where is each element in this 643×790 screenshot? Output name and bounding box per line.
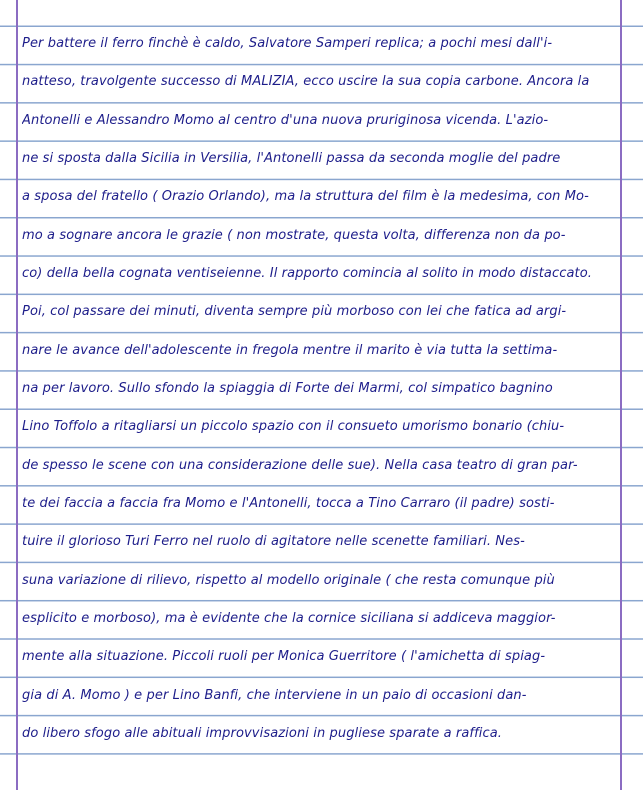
text-line: a sposa del fratello ( Orazio Orlando), ma la struttura del film è la medesima, con Mo-: [22, 189, 589, 204]
left-margin-line: [16, 0, 18, 790]
text-line: tuire il glorioso Turi Ferro nel ruolo di agitatore nelle scenette familiari. Nes-: [22, 534, 525, 549]
text-line: nare le avance dell'adolescente in fregola mentre il marito è via tutta la settima-: [22, 343, 558, 358]
text-line: do libero sfogo alle abituali improvvisazioni in pugliese sparate a raffica.: [22, 726, 503, 741]
text-line: co) della bella cognata ventiseienne. Il rapporto comincia al solito in modo distaccato.: [22, 266, 593, 281]
right-margin-line: [620, 0, 622, 790]
text-line: mente alla situazione. Piccoli ruoli per Monica Guerritore ( l'amichetta di spiag-: [22, 649, 546, 664]
text-line: te dei faccia a faccia fra Momo e l'Antonelli, tocca a Tino Carraro (il padre) sosti-: [22, 496, 555, 511]
text-line: Per battere il ferro finchè è caldo, Salvatore Samperi replica; a pochi mesi dall'i-: [22, 36, 553, 51]
text-line: ne si sposta dalla Sicilia in Versilia, l'Antonelli passa da seconda moglie del padre: [22, 151, 561, 166]
text-line: Poi, col passare dei minuti, diventa sempre più morboso con lei che fatica ad argi-: [22, 304, 567, 319]
text-line: gia di A. Momo ) e per Lino Banfi, che interviene in un paio di occasioni dan-: [22, 688, 527, 703]
text-line: de spesso le scene con una considerazione delle sue). Nella casa teatro di gran par-: [22, 458, 578, 473]
text-line: natteso, travolgente successo di MALIZIA, ecco uscire la sua copia carbone. Ancora la: [22, 74, 590, 89]
text-line: mo a sognare ancora le grazie ( non mostrate, questa volta, differenza non da po-: [22, 228, 566, 243]
text-line: Antonelli e Alessandro Momo al centro d'una nuova pruriginosa vicenda. L'azio-: [22, 113, 549, 128]
text-line: suna variazione di rilievo, rispetto al modello originale ( che resta comunque più: [22, 573, 555, 588]
text-line: Lino Toffolo a ritagliarsi un piccolo spazio con il consueto umorismo bonario (chiu-: [22, 419, 565, 434]
text-line: esplicito e morboso), ma è evidente che la cornice siciliana si addiceva maggior-: [22, 611, 556, 626]
text-line: na per lavoro. Sullo sfondo la spiaggia di Forte dei Marmi, col simpatico bagnino: [22, 381, 553, 396]
